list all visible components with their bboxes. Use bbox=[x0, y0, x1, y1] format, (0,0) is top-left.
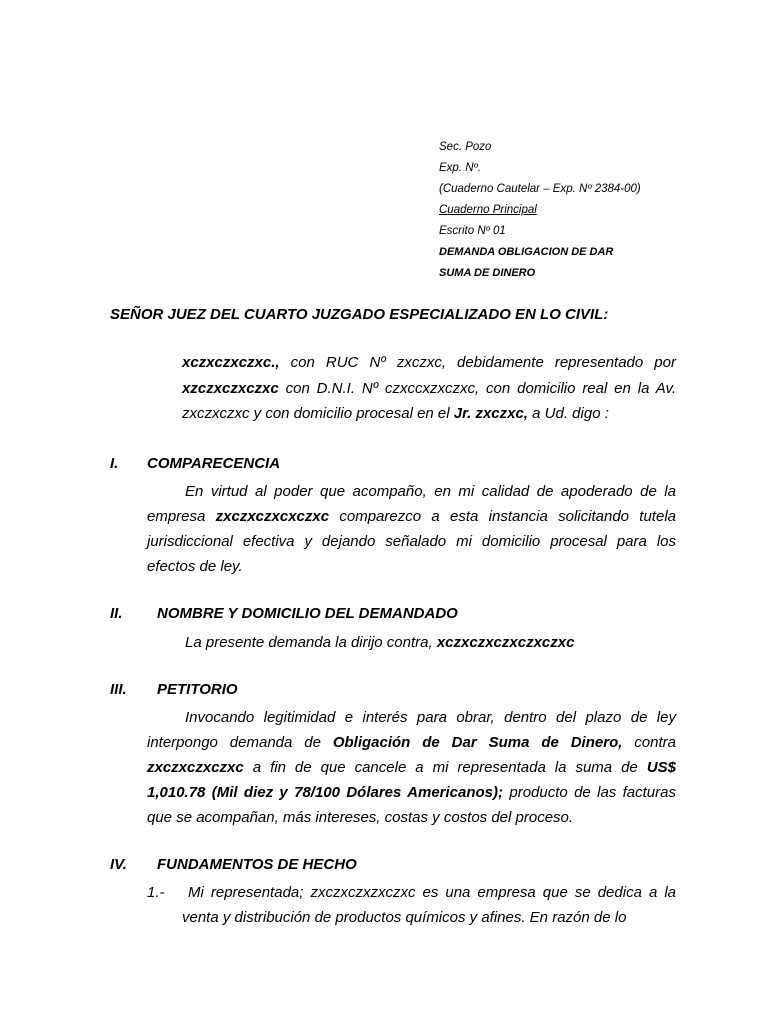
section-title: COMPARECENCIA bbox=[147, 455, 281, 472]
section-iv-heading bbox=[110, 856, 530, 876]
case-header bbox=[439, 137, 641, 284]
section-ii-heading bbox=[110, 605, 590, 625]
section-number: I. bbox=[110, 455, 119, 472]
section-iii-paragraph: Invocando legitimidad e interés para obrar, dentro del plazo de ley interpongo demanda de Obligación de Dar Suma de Dinero, contra zxczxczxczxc a fin de que cancele a mi representada la suma de US$ 1,010.78 (Mil diez y 78/100 Dólares Americanos); producto de las facturas que se acompañan, más intereses, costas y costos del proceso. bbox=[147, 709, 676, 826]
section-ii-paragraph: La presente demanda la dirijo contra, xczxczxczxczxczxc bbox=[185, 634, 575, 651]
section-iv-item-text: Mi representada; zxczxczxzxczxc es una empresa que se dedica a la venta y distribución de productos químicos y afines. En razón de lo bbox=[182, 884, 676, 926]
section-i-heading bbox=[110, 455, 510, 475]
procedural-address: Jr. zxczxc, bbox=[453, 405, 528, 422]
header-cuaderno-cautelar: (Cuaderno Cautelar – Exp. Nº 2384-00) bbox=[439, 183, 641, 195]
section-number: III. bbox=[110, 681, 127, 698]
header-demanda-title: DEMANDA OBLIGACION DE DAR bbox=[439, 246, 614, 258]
section-title: FUNDAMENTOS DE HECHO bbox=[157, 856, 357, 873]
plaintiff-name: xczxczxczxc., bbox=[182, 354, 280, 371]
section-number: IV. bbox=[110, 856, 127, 873]
section-iii-heading bbox=[110, 681, 410, 701]
header-escrito: Escrito Nº 01 bbox=[439, 225, 506, 237]
defendant-name: zxczxczxczxc bbox=[147, 759, 244, 776]
addressee-line: SEÑOR JUEZ DEL CUARTO JUZGADO ESPECIALIZADO EN LO CIVIL: bbox=[110, 306, 609, 323]
claim-type: Obligación de Dar Suma de Dinero, bbox=[332, 734, 623, 751]
intro-paragraph: xczxczxczxc., con RUC Nº zxczxc, debidamente representado por xzczxczxczxc con D.N.I. Nº czxccxzxczxc, con domicilio real en la Av. zxczxczxc y con domicilio procesal en el Jr. zxczxc, a Ud. digo : bbox=[182, 354, 676, 422]
header-expediente: Exp. Nº. bbox=[439, 162, 481, 174]
claim-amount: US$ 1,010.78 (Mil diez y 78/100 Dólares Americanos); bbox=[147, 759, 676, 801]
company-name: zxczxczxcxczxc bbox=[215, 508, 330, 525]
section-i-paragraph: En virtud al poder que acompaño, en mi calidad de apoderado de la empresa zxczxczxcxczxc comparezco a esta instancia solicitando tutela jurisdiccional efectiva y dejando señalado mi domicilio procesal para los efectos de ley. bbox=[147, 483, 676, 575]
defendant-name: xczxczxczxczxczxc bbox=[436, 634, 575, 651]
header-demanda-title-2: SUMA DE DINERO bbox=[439, 267, 536, 279]
header-cuaderno-principal: Cuaderno Principal bbox=[439, 204, 537, 216]
section-iv-item-number: 1.- bbox=[147, 884, 165, 901]
representative-name: xzczxczxczxc bbox=[182, 379, 279, 397]
section-number: II. bbox=[110, 605, 123, 622]
header-secretary: Sec. Pozo bbox=[439, 141, 492, 153]
section-title: PETITORIO bbox=[157, 681, 238, 698]
section-title: NOMBRE Y DOMICILIO DEL DEMANDADO bbox=[157, 605, 458, 622]
